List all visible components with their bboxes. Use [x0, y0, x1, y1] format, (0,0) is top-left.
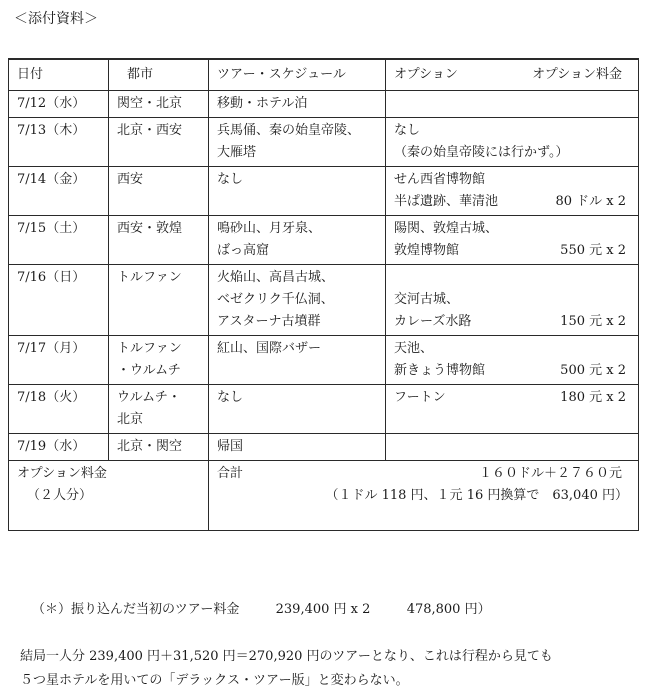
city-cell — [109, 216, 209, 265]
option-price: 150 元 x 2 — [560, 314, 626, 329]
city-line: 西安・敦煌 — [117, 221, 183, 236]
date-cell — [9, 385, 109, 434]
option-price: 80 ドル x 2 — [555, 194, 626, 209]
city-cell — [109, 265, 209, 336]
option-cell — [386, 216, 639, 265]
option-cell — [386, 167, 639, 216]
attachment-heading: ＜添付資料＞ — [14, 11, 98, 27]
option-line — [394, 169, 632, 191]
date-cell — [9, 265, 109, 336]
header-schedule: ツアー・スケジュール — [209, 59, 386, 91]
option-line — [394, 267, 632, 289]
total-conversion-note: （１ドル 118 円、１元 16 円換算で 63,040 円） — [325, 488, 628, 503]
option-price — [626, 338, 632, 360]
schedule-cell — [209, 118, 386, 167]
original-fee-label: （＊）振り込んだ当初のツアー料金 — [32, 602, 240, 617]
city-line: ・ウルムチ — [117, 363, 181, 378]
original-fee-calc: 239,400 円 x 2 — [275, 602, 371, 617]
option-line — [394, 360, 632, 382]
date-text: 7/12（水） — [17, 96, 86, 111]
option-line — [394, 387, 632, 409]
total-label-cell — [9, 461, 209, 531]
option-text: （秦の始皇帝陵には行かず。） — [394, 145, 569, 160]
option-text: カレーズ水路 — [394, 314, 472, 329]
option-text: せん西省博物館 — [394, 172, 486, 187]
option-text: フートン — [394, 390, 446, 405]
schedule-line: 兵馬俑、秦の始皇帝陵、 — [217, 123, 361, 138]
schedule-cell — [209, 167, 386, 216]
city-line: トルファン — [117, 341, 182, 356]
schedule-cell — [209, 385, 386, 434]
option-price: 550 元 x 2 — [560, 243, 626, 258]
header-city-label: 都市 — [127, 67, 154, 82]
schedule-line: 紅山、国際バザー — [217, 341, 322, 356]
header-date: 日付 — [9, 59, 109, 91]
option-cell — [386, 91, 639, 118]
option-text: 交河古城、 — [394, 292, 460, 307]
schedule-cell — [209, 91, 386, 118]
city-line: 西安 — [117, 172, 144, 187]
table-row — [9, 385, 639, 434]
schedule-line: 鳴砂山、月牙泉、 — [217, 221, 322, 236]
total-sum-label: 合計 — [217, 466, 244, 481]
option-line — [394, 120, 632, 142]
schedule-line: 火焔山、高昌古城、 — [217, 270, 335, 285]
option-text: 陽関、敦煌古城、 — [394, 221, 499, 236]
original-fee-total: 478,800 円） — [406, 602, 491, 617]
date-cell — [9, 434, 109, 461]
total-row — [9, 461, 639, 531]
option-price — [626, 142, 632, 164]
date-text: 7/17（月） — [17, 341, 86, 356]
date-text: 7/19（水） — [17, 439, 86, 454]
total-value-cell — [209, 461, 639, 531]
total-amount: １６０ドル＋２７６０元 — [478, 466, 622, 481]
schedule-line: ベゼクリク千仏洞、 — [217, 292, 334, 307]
header-option — [386, 59, 639, 91]
schedule-cell — [209, 265, 386, 336]
schedule-cell — [209, 434, 386, 461]
option-cell — [386, 434, 639, 461]
table-row — [9, 434, 639, 461]
table-row — [9, 167, 639, 216]
schedule-line: 大雁塔 — [217, 145, 257, 160]
total-label: オプション料金 — [17, 466, 107, 481]
date-cell — [9, 216, 109, 265]
option-price — [626, 289, 632, 311]
header-city — [109, 59, 209, 91]
schedule-cell — [209, 336, 386, 385]
itinerary-table — [8, 58, 639, 531]
option-price — [626, 218, 632, 240]
option-line — [394, 142, 632, 164]
table-row — [9, 336, 639, 385]
city-line: 北京 — [117, 412, 144, 427]
schedule-line: 帰国 — [217, 439, 244, 454]
option-cell — [386, 265, 639, 336]
date-text: 7/18（火） — [17, 390, 86, 405]
city-cell — [109, 118, 209, 167]
schedule-line: 移動・ホテル泊 — [217, 96, 308, 111]
option-cell — [386, 385, 639, 434]
option-text: 新きょう博物館 — [394, 363, 486, 378]
total-sublabel: （２人分） — [27, 488, 93, 503]
option-line — [394, 191, 632, 213]
header-option-label: オプション — [394, 67, 458, 82]
option-text: 敦煌博物館 — [394, 243, 460, 258]
city-line: 北京・西安 — [117, 123, 183, 138]
original-fee-note — [32, 598, 491, 617]
date-cell — [9, 336, 109, 385]
city-line: ウルムチ・ — [117, 390, 181, 405]
table-row — [9, 216, 639, 265]
option-price — [626, 267, 632, 289]
option-price: 500 元 x 2 — [560, 363, 626, 378]
option-text: なし — [394, 123, 421, 138]
date-cell — [9, 91, 109, 118]
option-cell — [386, 118, 639, 167]
date-text: 7/13（木） — [17, 123, 86, 138]
table-header-row — [9, 59, 639, 91]
option-line — [394, 289, 632, 311]
date-text: 7/14（金） — [17, 172, 86, 187]
city-cell — [109, 91, 209, 118]
date-cell — [9, 118, 109, 167]
option-price — [626, 120, 632, 142]
table-row — [9, 265, 639, 336]
schedule-line: なし — [217, 172, 244, 187]
option-line — [394, 311, 632, 333]
schedule-line: なし — [217, 390, 244, 405]
city-cell — [109, 434, 209, 461]
summary-line-2: ５つ星ホテルを用いての「デラックス・ツアー版」と変わらない。 — [20, 673, 409, 688]
option-cell — [386, 336, 639, 385]
option-line — [394, 240, 632, 262]
date-text: 7/16（日） — [17, 270, 86, 285]
schedule-line: ばっ高窟 — [217, 243, 270, 258]
option-price — [626, 169, 632, 191]
table-row — [9, 91, 639, 118]
date-text: 7/15（土） — [17, 221, 86, 236]
summary-paragraph — [20, 645, 553, 693]
summary-line-1: 結局一人分 239,400 円＋31,520 円＝270,920 円のツアーとなり、これは行程から見ても — [20, 649, 553, 664]
date-cell — [9, 167, 109, 216]
schedule-cell — [209, 216, 386, 265]
option-text — [394, 267, 398, 289]
option-line — [394, 218, 632, 240]
city-cell — [109, 167, 209, 216]
city-cell — [109, 385, 209, 434]
city-line: 関空・北京 — [117, 96, 183, 111]
header-option-fee-label: オプション料金 — [532, 67, 622, 82]
table-row — [9, 118, 639, 167]
option-text: 半ぱ遺跡、華清池 — [394, 194, 499, 209]
option-line — [394, 338, 632, 360]
city-line: 北京・関空 — [117, 439, 183, 454]
option-text: 天池、 — [394, 341, 434, 356]
option-price: 180 元 x 2 — [560, 390, 626, 405]
schedule-line: アスターナ古墳群 — [217, 314, 321, 329]
city-line: トルファン — [117, 270, 182, 285]
city-cell — [109, 336, 209, 385]
